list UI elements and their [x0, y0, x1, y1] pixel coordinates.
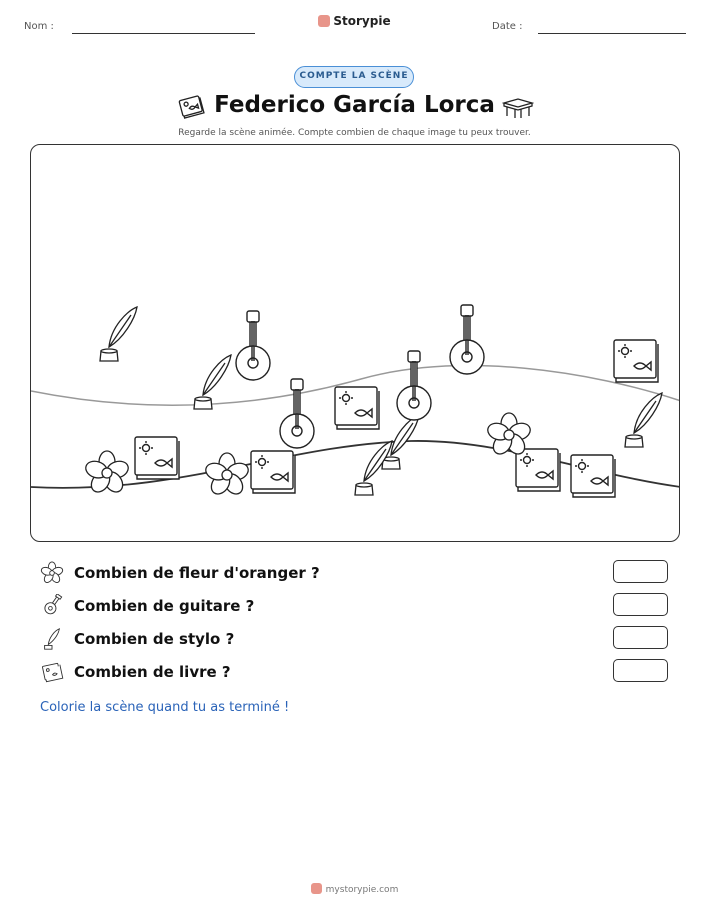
book-icon: [516, 449, 560, 491]
coloring-instruction: Colorie la scène quand tu as terminé !: [40, 700, 290, 715]
name-label: Nom :: [24, 21, 54, 32]
date-line[interactable]: [538, 33, 686, 34]
book-icon: [571, 455, 615, 497]
orange-blossom-icon: [204, 453, 251, 498]
orange-blossom-icon: [40, 561, 64, 585]
name-line[interactable]: [72, 33, 255, 34]
answer-box[interactable]: [613, 593, 668, 616]
page-title: Federico García Lorca: [214, 92, 495, 118]
question-row: [40, 560, 680, 586]
date-label: Date :: [492, 21, 523, 32]
guitar-icon: [397, 351, 431, 420]
coloring-scene[interactable]: [30, 144, 680, 542]
question-row: [40, 659, 680, 685]
question-row: [40, 593, 680, 619]
question-row: [40, 626, 680, 652]
question-text: Combien de fleur d'oranger ?: [74, 564, 320, 582]
storypie-logo-icon: [318, 15, 330, 27]
book-icon: [251, 451, 295, 493]
storypie-logo-icon: [311, 883, 322, 894]
footer-url[interactable]: mystorypie.com: [325, 885, 399, 895]
question-text: Combien de guitare ?: [74, 597, 255, 615]
brand-logo: [0, 14, 709, 28]
count-scene-badge: COMPTE LA SCÈNE: [294, 66, 414, 88]
quill-pen-icon: [194, 355, 231, 409]
book-icon: [614, 340, 658, 382]
footer: [0, 883, 709, 895]
quill-pen-icon: [40, 627, 64, 651]
desk-icon: [502, 97, 534, 119]
guitar-icon: [236, 311, 270, 380]
page-subtitle: Regarde la scène animée. Compte combien de chaque image tu peux trouver.: [178, 128, 531, 138]
question-text: Combien de livre ?: [74, 663, 231, 681]
book-icon: [135, 437, 179, 479]
book-icon: [335, 387, 379, 429]
quill-pen-icon: [100, 307, 137, 361]
guitar-icon: [280, 379, 314, 448]
guitar-icon: [450, 305, 484, 374]
quill-pen-icon: [625, 393, 662, 447]
answer-box[interactable]: [613, 626, 668, 649]
answer-box[interactable]: [613, 659, 668, 682]
guitar-icon: [40, 594, 64, 618]
answer-box[interactable]: [613, 560, 668, 583]
brand-name: Storypie: [333, 14, 391, 28]
orange-blossom-icon: [84, 451, 131, 496]
question-text: Combien de stylo ?: [74, 630, 235, 648]
book-icon: [40, 660, 64, 684]
